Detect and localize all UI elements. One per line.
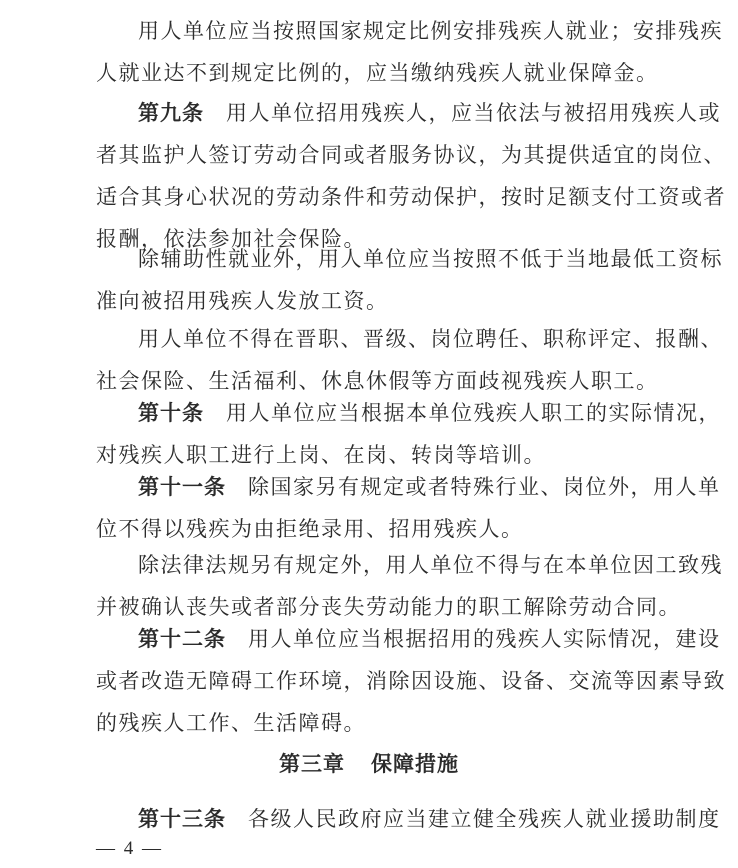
text-line: 者其监护人签订劳动合同或者服务协议，为其提供适宜的岗位、 xyxy=(96,143,726,167)
text-line: 或者改造无障碍工作环境，消除因设施、设备、交流等因素导致 xyxy=(96,669,726,693)
article-number: 第九条 xyxy=(138,100,204,125)
text-line: 除辅助性就业外，用人单位应当按照不低于当地最低工资标 xyxy=(138,247,723,271)
article-13 xyxy=(96,798,721,840)
text-line: 对残疾人职工进行上岗、在岗、转岗等培训。 xyxy=(96,443,546,467)
article-11 xyxy=(96,466,721,550)
text-line: 社会保险、生活福利、休息休假等方面歧视残疾人职工。 xyxy=(96,369,659,393)
page-number: — 4 — xyxy=(96,838,163,859)
paragraph-discrimination xyxy=(96,318,723,402)
chapter-number: 第三章 xyxy=(279,751,345,776)
article-text: 用人单位招用残疾人，应当依法与被招用残疾人或 xyxy=(226,101,721,125)
chapter-title: 保障措施 xyxy=(371,751,459,776)
article-text: 用人单位应当根据本单位残疾人职工的实际情况， xyxy=(226,401,721,425)
paragraph-wages xyxy=(96,238,723,322)
text-line: 人就业达不到规定比例的，应当缴纳残疾人就业保障金。 xyxy=(96,61,659,85)
text-line xyxy=(96,92,721,134)
article-number: 第十二条 xyxy=(138,626,226,651)
text-line: 用人单位不得在晋职、晋级、岗位聘任、职称评定、报酬、 xyxy=(138,327,723,351)
text-line: 并被确认丧失或者部分丧失劳动能力的职工解除劳动合同。 xyxy=(96,595,681,619)
paragraph-quota xyxy=(96,10,723,94)
chapter-heading xyxy=(0,748,738,778)
text-line: 位不得以残疾为由拒绝录用、招用残疾人。 xyxy=(96,517,524,541)
article-number: 第十三条 xyxy=(138,806,226,831)
text-line xyxy=(96,798,721,840)
article-text: 各级人民政府应当建立健全残疾人就业援助制度 xyxy=(248,807,721,831)
text-line: 报酬，依法参加社会保险。 xyxy=(96,227,366,251)
article-number: 第十条 xyxy=(138,400,204,425)
text-line: 准向被招用残疾人发放工资。 xyxy=(96,289,389,313)
text-line xyxy=(96,466,721,508)
paragraph-dismissal xyxy=(96,544,723,628)
article-10 xyxy=(96,392,721,476)
text-line: 的残疾人工作、生活障碍。 xyxy=(96,711,366,735)
article-text: 除国家另有规定或者特殊行业、岗位外，用人单 xyxy=(248,475,721,499)
text-line: 除法律法规另有规定外，用人单位不得与在本单位因工致残 xyxy=(138,553,723,577)
article-number: 第十一条 xyxy=(138,474,226,499)
text-line: 适合其身心状况的劳动条件和劳动保护，按时足额支付工资或者 xyxy=(96,185,726,209)
text-line xyxy=(96,618,721,660)
article-text: 用人单位应当根据招用的残疾人实际情况，建设 xyxy=(248,627,721,651)
text-line: 用人单位应当按照国家规定比例安排残疾人就业；安排残疾 xyxy=(138,19,723,43)
article-12 xyxy=(96,618,726,744)
text-line xyxy=(96,392,721,434)
